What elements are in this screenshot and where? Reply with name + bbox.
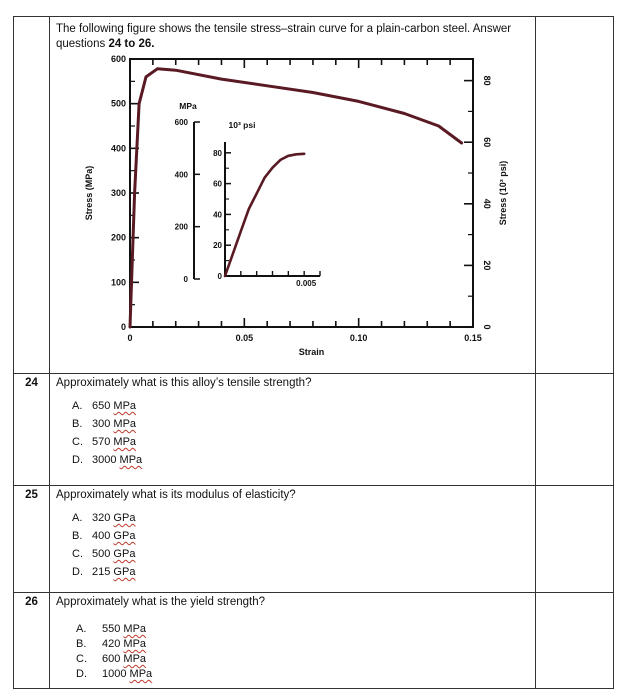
y-tick-label-left: 400 xyxy=(110,143,126,154)
question-cell xyxy=(50,593,536,689)
question-table xyxy=(13,16,614,689)
question-row-26 xyxy=(14,593,614,689)
inset-mpa-tick-label: 400 xyxy=(174,170,188,180)
option-letter: A. xyxy=(72,512,83,524)
y-axis-label-right: Stress (10³ psi) xyxy=(498,160,508,226)
option-letter: C. xyxy=(76,653,87,665)
option-value: 300 xyxy=(92,418,111,430)
answer-option[interactable] xyxy=(72,433,535,451)
option-unit: MPa xyxy=(129,668,153,680)
answer-options xyxy=(50,622,535,682)
question-number: 26 xyxy=(25,596,38,608)
y-tick-label-right: 80 xyxy=(482,75,492,86)
y-tick-label-left: 200 xyxy=(110,232,126,243)
answer-option[interactable] xyxy=(72,415,535,433)
option-unit: MPa xyxy=(123,638,147,650)
inset-psi-label: 10³ psi xyxy=(228,120,256,130)
question-side-cell xyxy=(536,374,614,486)
option-value: 420 xyxy=(102,638,121,650)
answer-option[interactable] xyxy=(76,667,535,682)
option-value: 320 xyxy=(92,512,111,524)
answer-option[interactable] xyxy=(72,397,535,415)
option-value: 3000 xyxy=(92,454,117,466)
y-tick-label-left: 500 xyxy=(110,98,126,109)
y-tick-label-right: 20 xyxy=(482,260,492,271)
inset-x-tick-label: 0.005 xyxy=(296,279,317,288)
intro-text-main: The following figure shows the tensile stress–strain curve for a plain-carbon steel. Answer questions xyxy=(56,23,512,50)
figure-number-cell xyxy=(14,17,50,374)
option-unit: MPa xyxy=(123,623,147,635)
inset-mpa-tick-label: 600 xyxy=(174,118,188,127)
question-text: Approximately what is the yield strength? xyxy=(56,596,266,608)
option-letter: B. xyxy=(76,638,87,650)
question-number: 25 xyxy=(25,489,38,501)
y-tick-label-left: 600 xyxy=(110,54,126,64)
question-row-24 xyxy=(14,374,614,486)
y-tick-label-left: 0 xyxy=(120,322,126,332)
x-axis-label: Strain xyxy=(298,347,325,357)
inset-psi-tick-label: 60 xyxy=(213,179,222,189)
option-unit: GPa xyxy=(113,548,136,560)
answer-option[interactable] xyxy=(72,527,535,545)
answer-option[interactable] xyxy=(72,451,535,469)
y-tick-label-left: 300 xyxy=(110,188,126,198)
option-unit: GPa xyxy=(113,530,136,542)
answer-option[interactable] xyxy=(72,563,535,581)
question-number-cell xyxy=(14,486,50,593)
inset-psi-tick-label: 0 xyxy=(217,272,222,281)
answer-option[interactable] xyxy=(76,652,535,667)
x-tick-label: 0 xyxy=(127,333,133,343)
inset-psi-tick-label: 40 xyxy=(213,210,222,220)
question-number-cell xyxy=(14,593,50,689)
option-unit: MPa xyxy=(113,418,137,430)
question-cell xyxy=(50,486,536,593)
figure-row xyxy=(14,17,614,374)
y-axis-label-left: Stress (MPa) xyxy=(84,165,94,221)
question-number-cell xyxy=(14,374,50,486)
option-value: 570 xyxy=(92,436,111,448)
answer-option[interactable] xyxy=(72,545,535,563)
inset-elastic-curve xyxy=(225,154,304,276)
figure-side-cell xyxy=(536,17,614,374)
option-letter: A. xyxy=(76,623,87,635)
inset-psi-tick-label: 80 xyxy=(213,148,222,158)
option-value: 600 xyxy=(102,653,121,665)
option-letter: B. xyxy=(72,418,83,430)
x-tick-label: 0.10 xyxy=(349,333,368,343)
option-unit: GPa xyxy=(113,566,136,578)
answer-option[interactable] xyxy=(72,509,535,527)
inset-mpa-tick-label: 0 xyxy=(183,275,188,284)
question-side-cell xyxy=(536,486,614,593)
question-text: Approximately what is this alloy’s tensile strength? xyxy=(56,377,312,389)
inset-mpa-label: MPa xyxy=(179,101,197,111)
option-letter: D. xyxy=(72,454,83,466)
y-tick-label-right: 0 xyxy=(482,324,492,330)
question-row-25 xyxy=(14,486,614,593)
question-text: Approximately what is its modulus of elasticity? xyxy=(56,489,296,501)
option-letter: B. xyxy=(72,530,83,542)
question-sheet xyxy=(13,16,610,688)
inset-psi-tick-label: 20 xyxy=(213,241,222,251)
option-value: 550 xyxy=(102,623,121,635)
x-tick-label: 0.15 xyxy=(464,333,482,343)
option-letter: C. xyxy=(72,548,83,560)
y-tick-label-left: 100 xyxy=(110,277,126,288)
question-cell xyxy=(50,374,536,486)
option-value: 400 xyxy=(92,530,111,542)
inset-mpa-tick-label: 200 xyxy=(174,222,188,232)
option-unit: MPa xyxy=(113,436,137,448)
option-value: 650 xyxy=(92,400,111,412)
option-value: 500 xyxy=(92,548,111,560)
option-letter: A. xyxy=(72,400,83,412)
question-side-cell xyxy=(536,593,614,689)
stress-strain-chart xyxy=(50,52,520,362)
option-letter: C. xyxy=(72,436,83,448)
option-unit: MPa xyxy=(113,400,137,412)
option-value: 215 xyxy=(92,566,111,578)
option-letter: D. xyxy=(76,668,87,680)
intro-question-range: 24 to 26. xyxy=(108,38,155,50)
option-value: 1000 xyxy=(102,668,127,680)
y-tick-label-right: 40 xyxy=(482,198,492,209)
answer-option[interactable] xyxy=(76,637,535,652)
option-unit: MPa xyxy=(123,653,147,665)
y-tick-label-right: 60 xyxy=(482,137,492,148)
question-number: 24 xyxy=(25,377,38,389)
intro-text xyxy=(50,17,535,52)
option-letter: D. xyxy=(72,566,83,578)
answer-options xyxy=(50,397,535,469)
answer-options xyxy=(50,509,535,581)
option-unit: GPa xyxy=(113,512,136,524)
answer-option[interactable] xyxy=(76,622,535,637)
option-unit: MPa xyxy=(119,454,143,466)
x-tick-label: 0.05 xyxy=(235,333,254,343)
figure-cell xyxy=(50,17,536,374)
